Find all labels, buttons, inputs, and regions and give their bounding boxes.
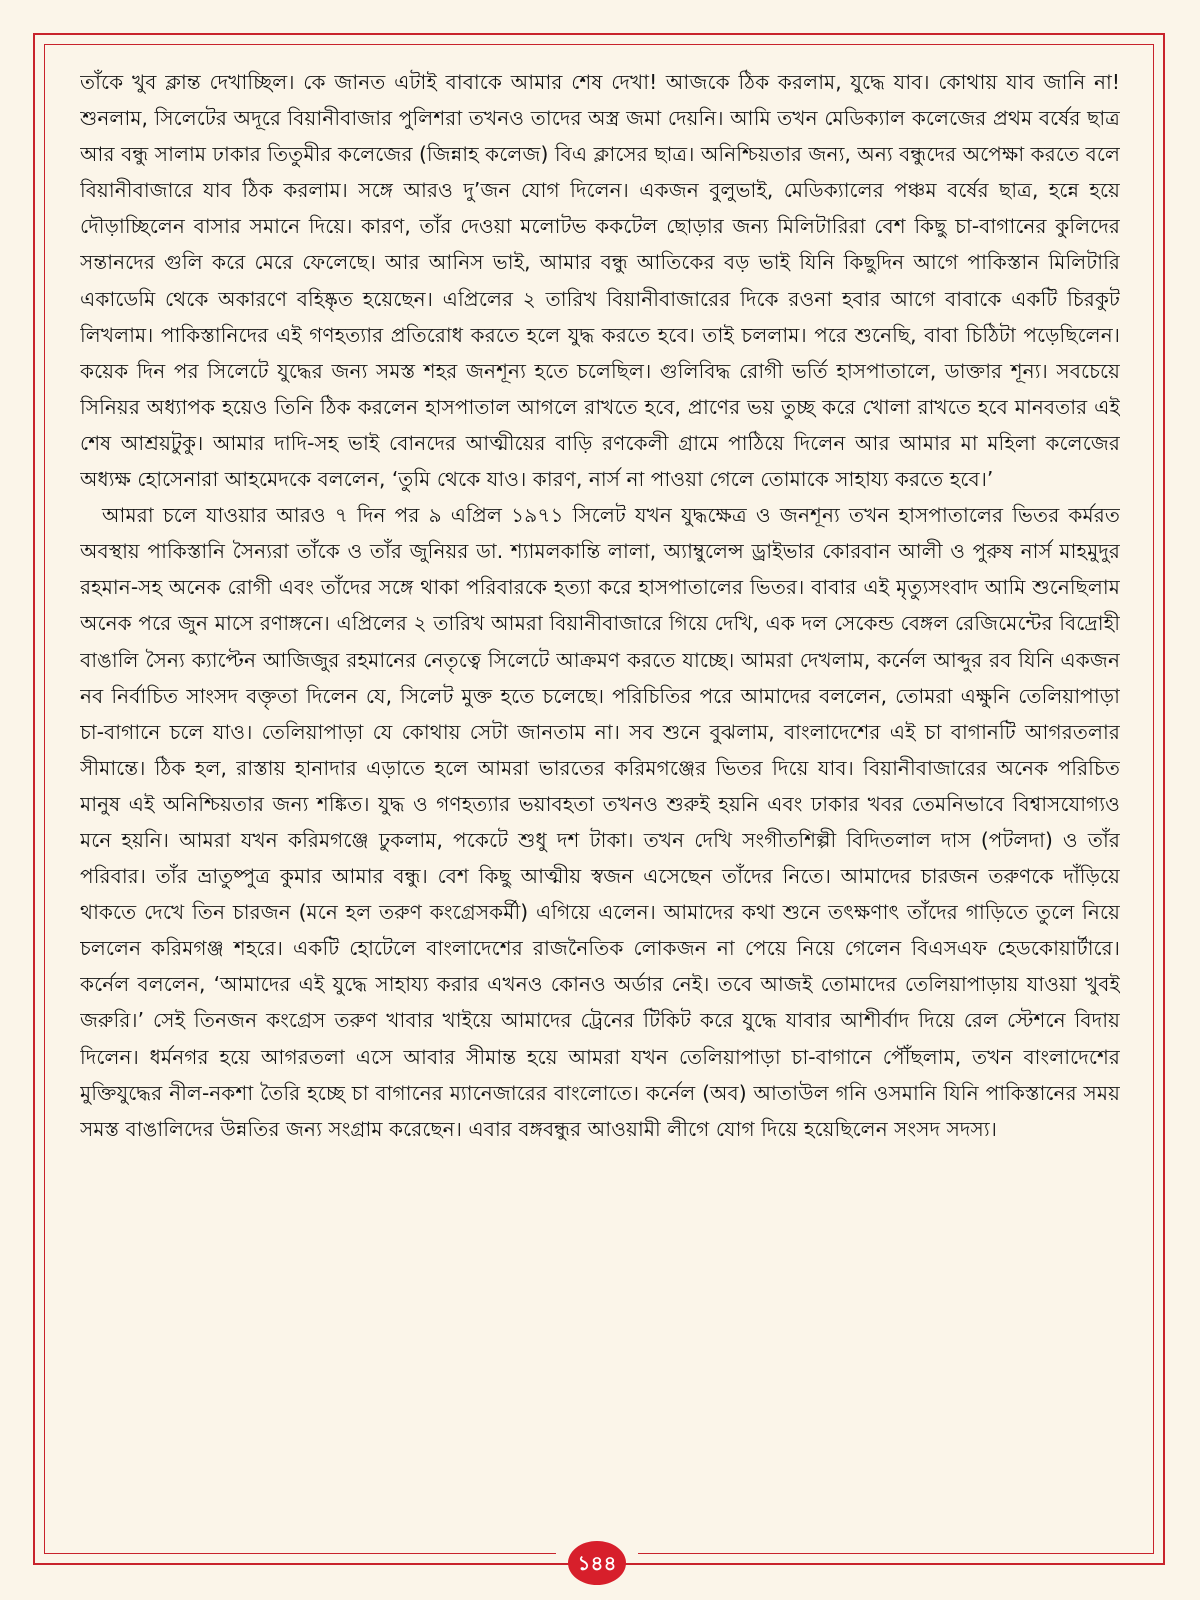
paragraph-1: তাঁকে খুব ক্লান্ত দেখাচ্ছিল। কে জানত এটাই বাবাকে আমার শেষ দেখা! আজকে ঠিক করলাম, যুদ্ধে যাব। কোথায় যাব জানি না! শুনলাম, সিলেটের অদূরে বিয়ানীবাজার পুলিশরা তখনও তাদের অস্ত্র জমা দেয়নি। আমি তখন মেডিক্যাল কলেজের প্রথম বর্ষের ছাত্র আর বন্ধু সালাম ঢাকার তিতুমীর কলেজের (জিন্নাহ কলেজ) বিএ ক্লাসের ছাত্র। অনিশ্চিয়তার জন্য, অন্য বন্ধুদের অপেক্ষা করতে বলে বিয়ানীবাজারে যাব ঠিক করলাম। সঙ্গে আরও দু’জন যোগ দিলেন। একজন বুলুভাই, মেডিক্যালের পঞ্চম বর্ষের ছাত্র, হন্নে হয়ে দৌড়াচ্ছিলেন বাসার সমানে দিয়ে। কারণ, তাঁর দেওয়া মলোটভ ককটেল ছোড়ার জন্য মিলিটারিরা বেশ কিছু চা-বাগানের কুলিদের সন্তানদের গুলি করে মেরে ফেলেছে। আর আনিস ভাই, আমার বন্ধু আতিকের বড় ভাই যিনি কিছুদিন আগে পাকিস্তান মিলিটারি একাডেমি থেকে অকারণে বহিষ্কৃত হয়েছেন। এপ্রিলের ২ তারিখ বিয়ানীবাজারের দিকে রওনা হবার আগে বাবাকে একটি চিরকুট লিখলাম। পাকিস্তানিদের এই গণহত্যার প্রতিরোধ করতে হলে যুদ্ধ করতে হবে। তাই চললাম। পরে শুনেছি, বাবা চিঠিটা পড়েছিলেন। কয়েক দিন পর সিলেটে যুদ্ধের জন্য সমস্ত শহর জনশূন্য হতে চলেছিল। গুলিবিদ্ধ রোগী ভর্তি হাসপাতালে, ডাক্তার শূন্য। সবচেয়ে সিনিয়র অধ্যাপক হয়েও তিনি ঠিক করলেন হাসপাতাল আগলে রাখতে হবে, প্রাণের ভয় তুচ্ছ করে খোলা রাখতে হবে মানবতার এই শেষ আশ্রয়টুকু। আমার দাদি-সহ ভাই বোনদের আত্মীয়ের বাড়ি রণকেলী গ্রামে পাঠিয়ে দিলেন আর আমার মা মহিলা কলেজের অধ্যক্ষ হোসেনারা আহমেদকে বললেন, ‘তুমি থেকে যাও। কারণ, নার্স না পাওয়া গেলে তোমাকে সাহায্য করতে হবে।’	[80, 70, 1120, 492]
paragraph-2: আমরা চলে যাওয়ার আরও ৭ দিন পর ৯ এপ্রিল ১৯৭১ সিলেট যখন যুদ্ধক্ষেত্র ও জনশূন্য তখন হাসপাতালের ভিতর কর্মরত অবস্থায় পাকিস্তানি সৈন্যরা তাঁকে ও তাঁর জুনিয়র ডা. শ্যামলকান্তি লালা, অ্যাম্বুলেন্স ড্রাইভার কোরবান আলী ও পুরুষ নার্স মাহমুদুর রহমান-সহ অনেক রোগী এবং তাঁদের সঙ্গে থাকা পরিবারকে হত্যা করে হাসপাতালের ভিতর। বাবার এই মৃত্যুসংবাদ আমি শুনেছিলাম অনেক পরে জুন মাসে রণাঙ্গনে। এপ্রিলের ২ তারিখ আমরা বিয়ানীবাজারে গিয়ে দেখি, এক দল সেকেন্ড বেঙ্গল রেজিমেন্টের বিদ্রোহী বাঙালি সৈন্য ক্যাপ্টেন আজিজুর রহমানের নেতৃত্বে সিলেটে আক্রমণ করতে যাচ্ছে। আমরা দেখলাম, কর্নেল আব্দুর রব যিনি একজন নব নির্বাচিত সাংসদ বক্তৃতা দিলেন যে, সিলেট মুক্ত হতে চলেছে। পরিচিতির পরে আমাদের বললেন, তোমরা এক্ষুনি তেলিয়াপাড়া চা-বাগানে চলে যাও। তেলিয়াপাড়া যে কোথায় সেটা জানতাম না। সব শুনে বুঝলাম, বাংলাদেশের এই চা বাগানটি আগরতলার সীমান্তে। ঠিক হল, রাস্তায় হানাদার এড়াতে হলে আমরা ভারতের করিমগঞ্জের ভিতর দিয়ে যাব। বিয়ানীবাজারের অনেক পরিচিত মানুষ এই অনিশ্চিয়তার জন্য শঙ্কিত। যুদ্ধ ও গণহত্যার ভয়াবহতা তখনও শুরুই হয়নি এবং ঢাকার খবর তেমনিভাবে বিশ্বাসযোগ্যও মনে হয়নি। আমরা যখন করিমগঞ্জে ঢুকলাম, পকেটে শুধু দশ টাকা। তখন দেখি সংগীতশিল্পী বিদিতলাল দাস (পটলদা) ও তাঁর পরিবার। তাঁর ভ্রাতুষ্পুত্র কুমার আমার বন্ধু। বেশ কিছু আত্মীয় স্বজন এসেছেন তাঁদের নিতে। আমাদের চারজন তরুণকে দাঁড়িয়ে থাকতে দেখে তিন চারজন (মনে হল তরুণ কংগ্রেসকর্মী) এগিয়ে এলেন। আমাদের কথা শুনে তৎক্ষণাৎ তাঁদের গাড়িতে তুলে নিয়ে চললেন করিমগঞ্জ শহরে। একটি হোটেলে বাংলাদেশের রাজনৈতিক লোকজন না পেয়ে নিয়ে গেলেন বিএসএফ হেডকোয়ার্টারে। কর্নেল বললেন, ‘আমাদের এই যুদ্ধে সাহায্য করার এখনও কোনও অর্ডার নেই। তবে আজই তোমাদের তেলিয়াপাড়ায় যাওয়া খুবই জরুরি।’ সেই তিনজন কংগ্রেস তরুণ খাবার খাইয়ে আমাদের ট্রেনের টিকিট করে যুদ্ধে যাবার আশীর্বাদ দিয়ে রেল স্টেশনে বিদায় দিলেন। ধর্মনগর হয়ে আগরতলা এসে আবার সীমান্ত হয়ে আমরা যখন তেলিয়াপাড়া চা-বাগানে পৌঁছলাম, তখন বাংলাদেশের মুক্তিযুদ্ধের নীল-নকশা তৈরি হচ্ছে চা বাগানের ম্যানেজারের বাংলোতে। কর্নেল (অব) আতাউল গনি ওসমানি যিনি পাকিস্তানের সময় সমস্ত বাঙালিদের উন্নতির জন্য সংগ্রাম করেছেন। এবার বঙ্গবন্ধুর আওয়ামী লীগে যোগ দিয়ে হয়েছিলেন সংসদ সদস্য।	[80, 503, 1120, 1141]
page-body	[80, 64, 1120, 1509]
page-number-badge: ১৪৪	[568, 1541, 626, 1585]
